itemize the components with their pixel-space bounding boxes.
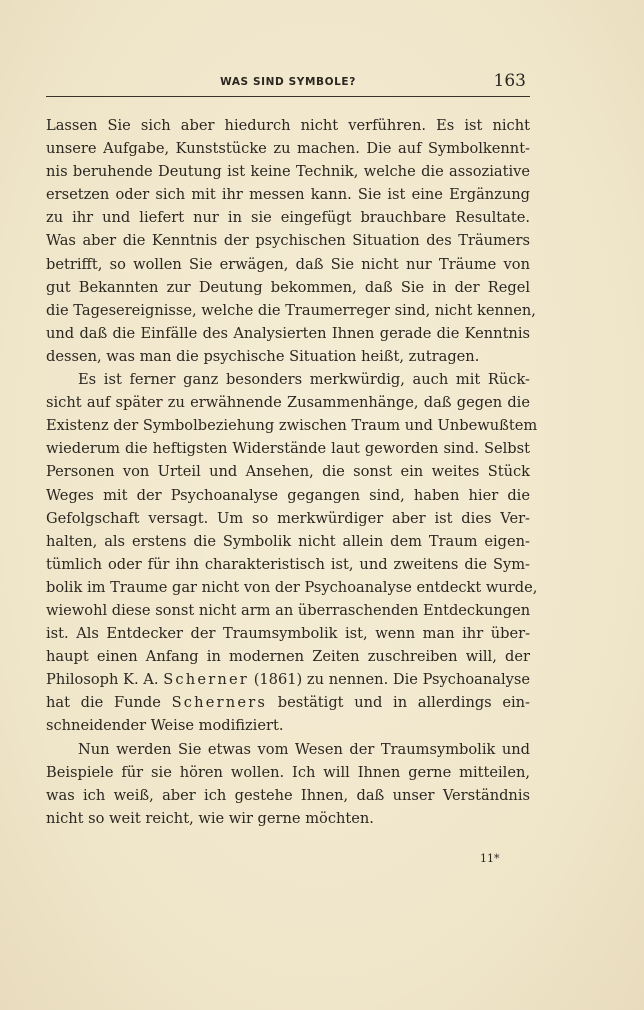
text-line: ist. Als Entdecker der Traumsymbolik ist, wenn man ihr über- <box>46 625 530 643</box>
text-line: Existenz der Symbolbeziehung zwischen Traum und Unbewußtem <box>46 417 538 435</box>
text-line: was ich weiß, aber ich gestehe Ihnen, daß unser Verständnis <box>46 786 530 804</box>
text-line: Es ist ferner ganz besonders merkwürdig, auch mit Rück- <box>78 371 530 389</box>
text-run: hat die Funde <box>46 694 172 712</box>
body-text <box>46 114 538 830</box>
text-line: unsere Aufgabe, Kunststücke zu machen. Die auf Symbolkennt- <box>46 140 530 158</box>
text-run: bestätigt und in allerdings ein- <box>267 694 530 712</box>
text-run: Philosoph K. A. <box>46 671 164 689</box>
paragraph <box>46 114 536 368</box>
text-line: dessen, was man die psychische Situation heißt, zutragen. <box>46 347 480 365</box>
text-line: schneidender Weise modifiziert. <box>46 717 284 735</box>
text-line: Lassen Sie sich aber hiedurch nicht verführen. Es ist nicht <box>46 117 530 134</box>
text-line: ersetzen oder sich mit ihr messen kann. Sie ist eine Ergänzung <box>46 186 530 204</box>
text-line: nicht so weit reicht, wie wir gerne möchten. <box>46 809 374 827</box>
signature-mark: 11* <box>480 852 500 865</box>
author-name: Scherners <box>171 694 268 712</box>
paragraph <box>46 738 530 830</box>
text-line: Personen von Urteil und Ansehen, die sonst ein weites Stück <box>46 463 530 481</box>
text-line: sicht auf später zu erwähnende Zusammenhänge, daß gegen die <box>46 394 530 412</box>
text-run: (1861) zu nennen. Die Psychoanalyse <box>248 671 530 689</box>
text-line: haupt einen Anfang in modernen Zeiten zuschreiben will, der <box>46 648 530 666</box>
text-line: Gefolgschaft versagt. Um so merkwürdiger aber ist dies Ver- <box>46 509 530 527</box>
text-line: bolik im Traume gar nicht von der Psychoanalyse entdeckt wurde, <box>46 578 538 596</box>
running-title: WAS SIND SYMBOLE? <box>220 76 356 88</box>
running-header <box>46 70 530 97</box>
text-line: Nun werden Sie etwas vom Wesen der Traumsymbolik und <box>78 740 530 758</box>
text-line: Was aber die Kenntnis der psychischen Situation des Träumers <box>46 232 530 250</box>
page-number: 163 <box>493 71 526 91</box>
text-line: tümlich oder für ihn charakteristisch ist, und zweitens die Sym- <box>46 555 530 573</box>
text-line: nis beruhende Deutung ist keine Technik, welche die assoziative <box>46 163 530 181</box>
text-line: wiederum die heftigsten Widerstände laut geworden sind. Selbst <box>46 440 530 458</box>
text-line <box>46 668 530 691</box>
text-line <box>46 691 530 714</box>
paragraph <box>46 368 538 738</box>
text-line: und daß die Einfälle des Analysierten Ihnen gerade die Kenntnis <box>46 324 530 342</box>
author-name: Scherner <box>163 671 249 689</box>
text-line: betrifft, so wollen Sie erwägen, daß Sie nicht nur Träume von <box>46 255 530 273</box>
text-line: die Tagesereignisse, welche die Traumerreger sind, nicht kennen, <box>46 301 536 319</box>
text-line: zu ihr und liefert nur in sie eingefügt brauchbare Resultate. <box>46 209 530 227</box>
text-line: Beispiele für sie hören wollen. Ich will Ihnen gerne mitteilen, <box>46 763 530 781</box>
text-line: wiewohl diese sonst nicht arm an überraschenden Entdeckungen <box>46 601 531 619</box>
text-line: Weges mit der Psychoanalyse gegangen sind, haben hier die <box>46 486 530 504</box>
text-line: halten, als erstens die Symbolik nicht allein dem Traum eigen- <box>46 532 530 550</box>
text-line: gut Bekannten zur Deutung bekommen, daß Sie in der Regel <box>46 278 530 296</box>
